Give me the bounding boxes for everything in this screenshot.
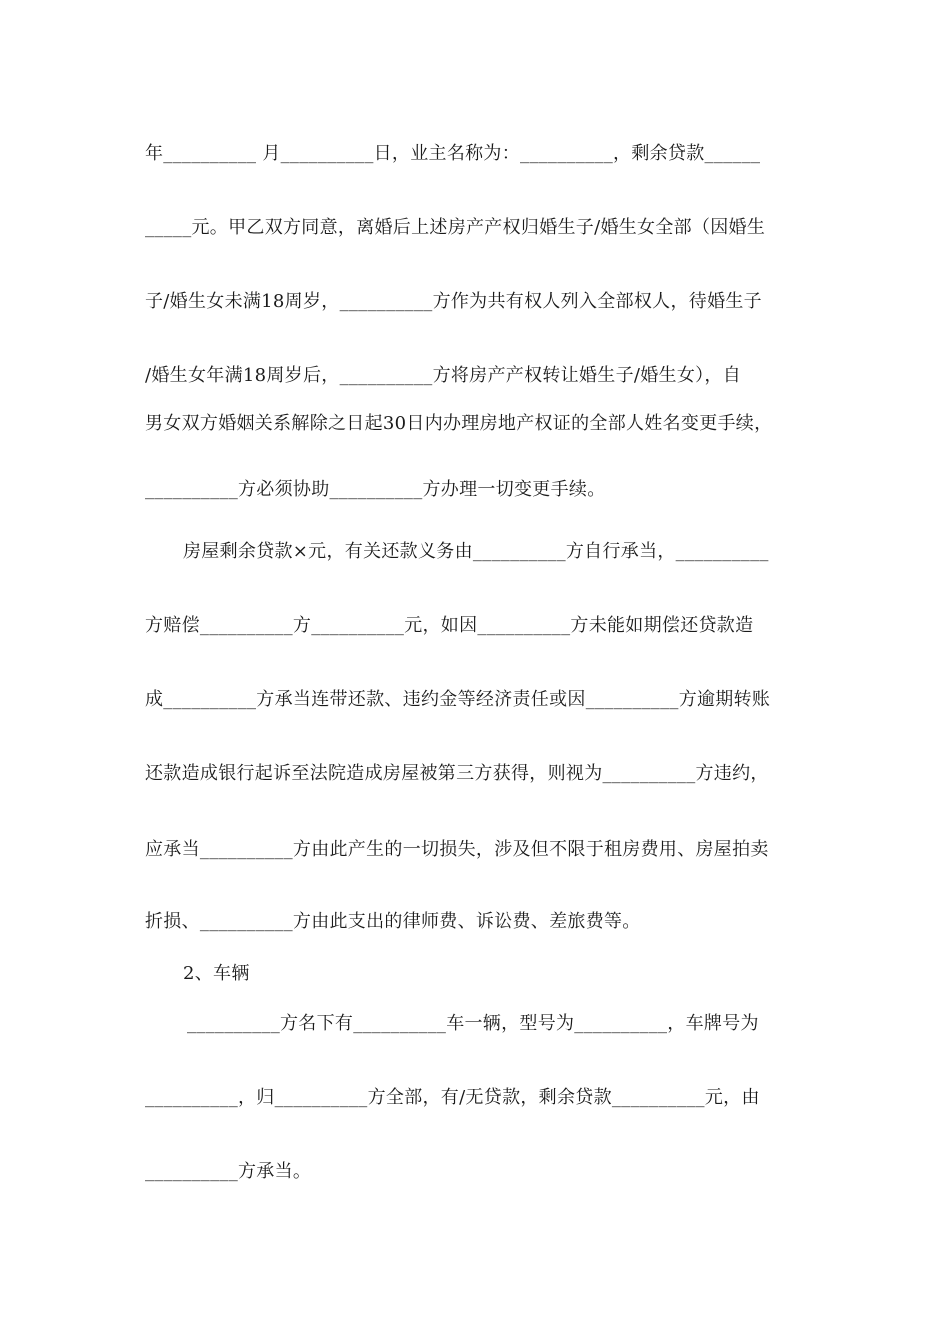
text-line-11: 应承当__________方由此产生的一切损失，涉及但不限于租房费用、房屋拍卖 xyxy=(145,839,769,860)
paragraph-house-loan: 房屋剩余贷款×元，有关还款义务由__________方自行承当，__________ xyxy=(183,541,769,562)
text-line-12: 折损、__________方由此支出的律师费、诉讼费、差旅费等。 xyxy=(145,911,641,932)
text-line-2: _____元。甲乙双方同意，离婚后上述房产产权归婚生子/婚生女全部（因婚生 xyxy=(145,217,766,238)
section-heading-vehicle: 2、车辆 xyxy=(183,963,250,984)
text-line-15: __________，归__________方全部，有/无贷款，剩余贷款__________元，由 xyxy=(145,1087,760,1108)
text-line-10: 还款造成银行起诉至法院造成房屋被第三方获得，则视为__________方违约， xyxy=(145,763,769,784)
text-line-4: /婚生女年满18周岁后，__________方将房产产权转让婚生子/婚生女），自 xyxy=(145,365,742,386)
paragraph-vehicle: __________方名下有__________车一辆，型号为__________，车牌号为 xyxy=(187,1013,759,1034)
text-line-5: 男女双方婚姻关系解除之日起30日内办理房地产权证的全部人姓名变更手续， xyxy=(145,413,773,434)
text-line-6: __________方必须协助__________方办理一切变更手续。 xyxy=(145,479,606,500)
text-line-1: 年__________ 月__________日，业主名称为：__________，剩余贷款______ xyxy=(145,143,761,164)
text-line-3: 子/婚生女未满18周岁，__________方作为共有权人列入全部权人，待婚生子 xyxy=(145,291,762,312)
text-line-8: 方赔偿__________方__________元，如因__________方未能如期偿还贷款造 xyxy=(145,615,754,636)
text-line-16: __________方承当。 xyxy=(145,1161,312,1182)
text-line-9: 成__________方承当连带还款、违约金等经济责任或因__________方逾期转账 xyxy=(145,689,771,710)
